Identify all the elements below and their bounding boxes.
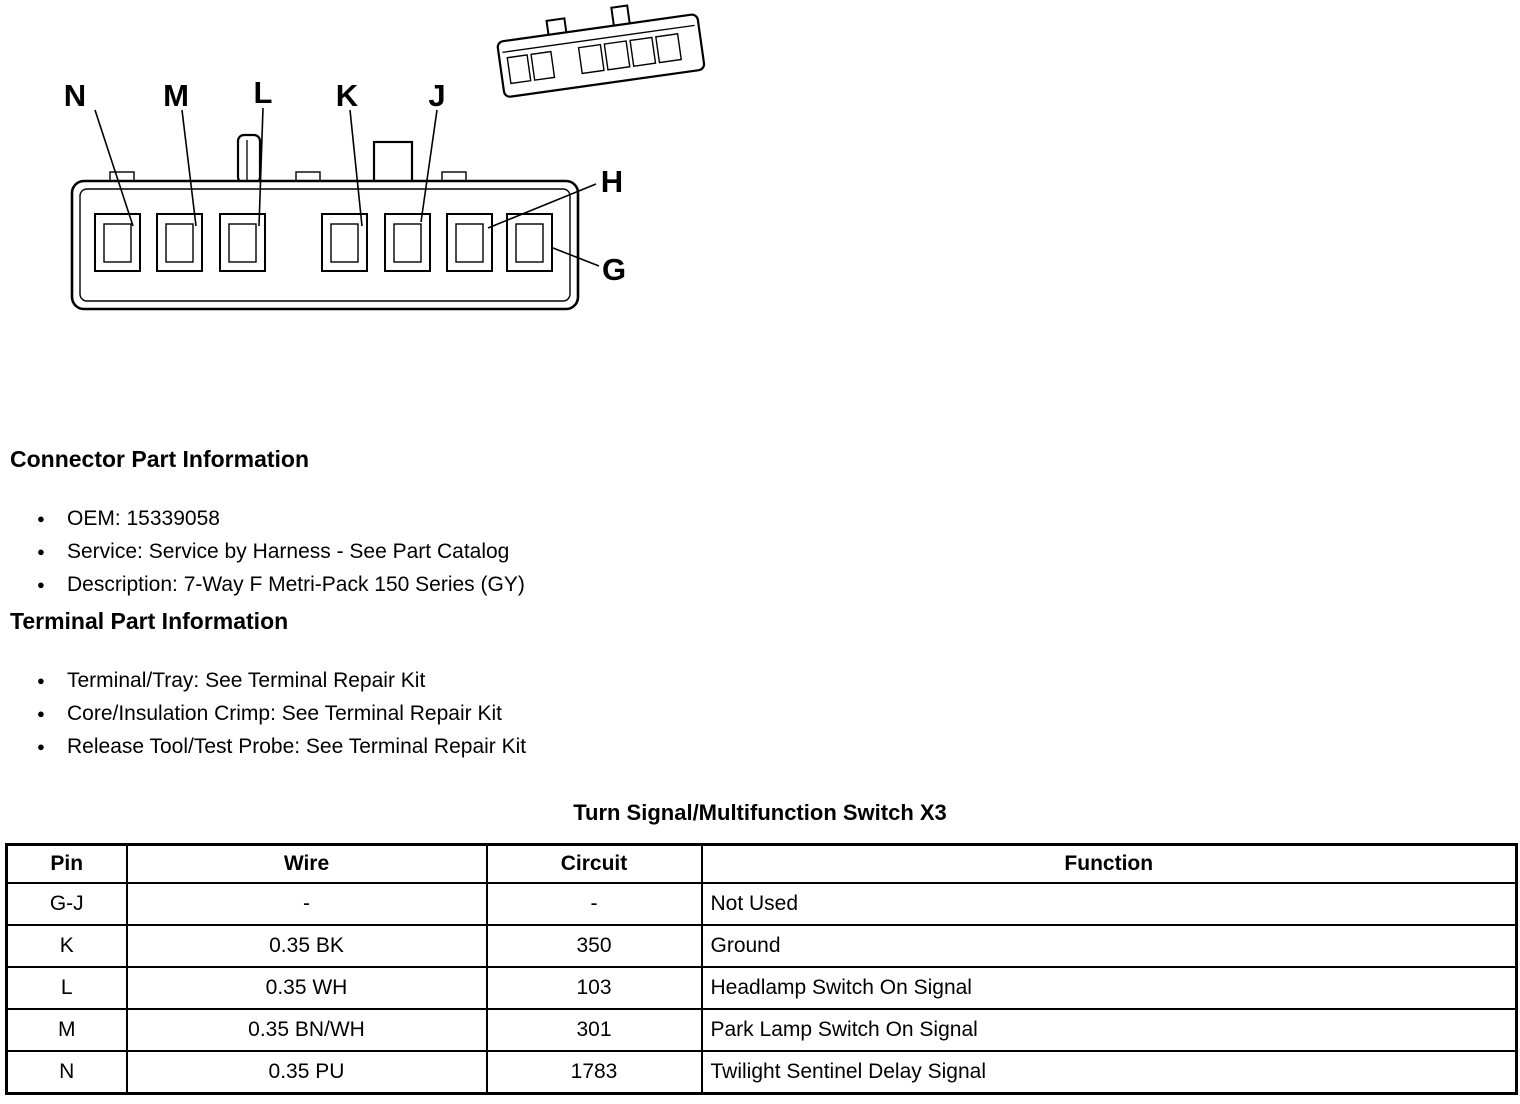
cell-pin: L — [7, 967, 127, 1009]
pin-cavities — [95, 214, 552, 271]
pin-label-j: J — [428, 78, 446, 113]
list-item-oem: ● OEM: 15339058 — [35, 502, 525, 535]
list-item-crimp: ● Core/Insulation Crimp: See Terminal Repair Kit — [35, 697, 526, 730]
terminal-part-information-list — [35, 664, 526, 763]
cell-pin: K — [7, 925, 127, 967]
table-row — [7, 1051, 1517, 1093]
pinout-table — [5, 843, 1518, 1095]
pin-cavity-l — [220, 214, 265, 271]
table-row — [7, 967, 1517, 1009]
cell-wire: 0.35 WH — [127, 967, 487, 1009]
cell-function: Not Used — [702, 883, 1517, 925]
pin-cavity-k — [322, 214, 367, 271]
cell-function: Ground — [702, 925, 1517, 967]
connector-diagram — [0, 0, 760, 340]
pin-cavity-j — [385, 214, 430, 271]
pin-label-g: G — [601, 252, 627, 287]
latch-tab-wide — [374, 142, 412, 183]
connector-isometric-view — [494, 0, 704, 97]
list-item-terminal-tray: ● Terminal/Tray: See Terminal Repair Kit — [35, 664, 526, 697]
cell-wire: 0.35 BN/WH — [127, 1009, 487, 1051]
connector-part-information-heading: Connector Part Information — [10, 446, 310, 472]
cell-wire: 0.35 BK — [127, 925, 487, 967]
table-header-wire: Wire — [127, 845, 487, 884]
cell-function: Headlamp Switch On Signal — [702, 967, 1517, 1009]
cell-circuit: 103 — [487, 967, 702, 1009]
pin-label-m: M — [163, 78, 189, 113]
pin-cavity-n — [95, 214, 140, 271]
cell-circuit: - — [487, 883, 702, 925]
table-row — [7, 925, 1517, 967]
list-item-description: ● Description: 7-Way F Metri-Pack 150 Series (GY) — [35, 568, 525, 601]
cell-function: Park Lamp Switch On Signal — [702, 1009, 1517, 1051]
terminal-part-information-heading: Terminal Part Information — [10, 608, 289, 634]
cell-pin: N — [7, 1051, 127, 1093]
table-title: Turn Signal/Multifunction Switch X3 — [573, 800, 947, 825]
pin-label-h: H — [600, 164, 624, 199]
connector-front-view — [64, 75, 626, 309]
table-row — [7, 1009, 1517, 1051]
table-header-row — [7, 845, 1517, 884]
cell-pin: G-J — [7, 883, 127, 925]
list-item-release-tool: ● Release Tool/Test Probe: See Terminal Repair Kit — [35, 730, 526, 763]
cell-wire: 0.35 PU — [127, 1051, 487, 1093]
cell-function: Twilight Sentinel Delay Signal — [702, 1051, 1517, 1093]
cell-wire: - — [127, 883, 487, 925]
pin-label-l: L — [253, 75, 273, 110]
latch-tab-thin — [238, 135, 260, 183]
cell-pin: M — [7, 1009, 127, 1051]
table-header-function: Function — [702, 845, 1517, 884]
pin-cavity-h — [447, 214, 492, 271]
table-row — [7, 883, 1517, 925]
table-header-pin: Pin — [7, 845, 127, 884]
pin-label-k: K — [335, 78, 359, 113]
cell-circuit: 350 — [487, 925, 702, 967]
pin-cavity-g — [507, 214, 552, 271]
cell-circuit: 301 — [487, 1009, 702, 1051]
connector-part-information-list — [35, 502, 525, 601]
cell-circuit: 1783 — [487, 1051, 702, 1093]
list-item-service: ● Service: Service by Harness - See Part Catalog — [35, 535, 525, 568]
table-header-circuit: Circuit — [487, 845, 702, 884]
pin-label-n: N — [63, 78, 87, 113]
